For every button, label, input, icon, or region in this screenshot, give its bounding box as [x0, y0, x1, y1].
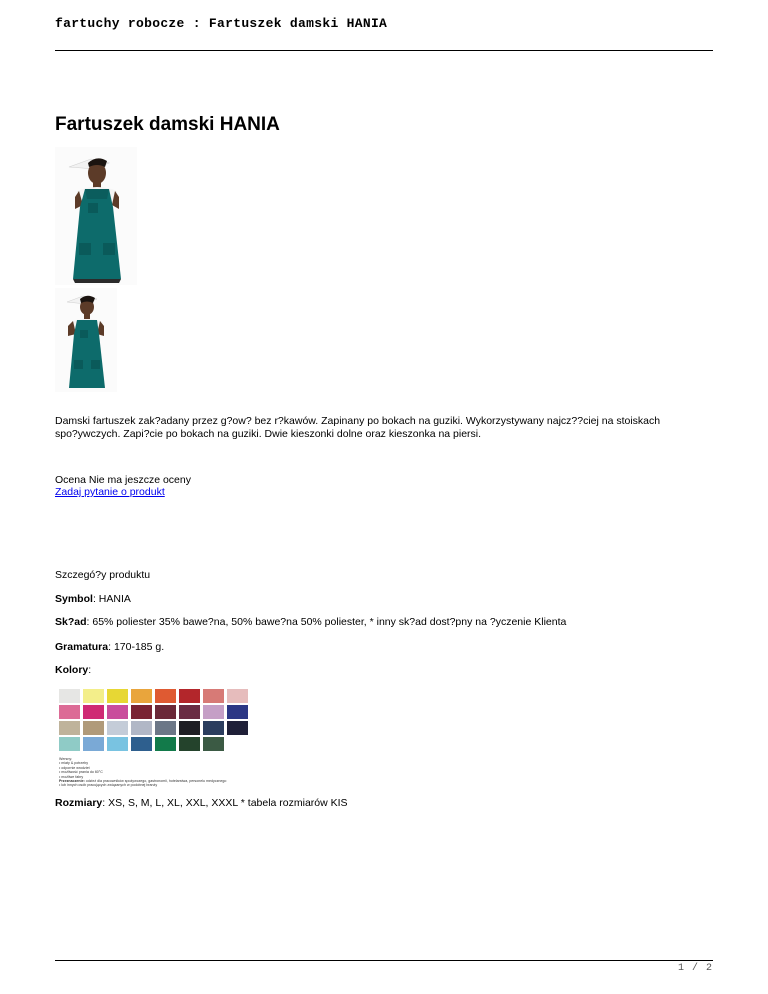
details-heading: Szczegó?y produktu: [55, 569, 151, 581]
color-swatch: [203, 705, 224, 719]
color-swatch: [155, 721, 176, 735]
color-swatch: [131, 705, 152, 719]
page-number: 1 / 2: [677, 963, 713, 974]
sizes-label: Rozmiary: [55, 797, 103, 809]
rating-label: Ocena: [55, 474, 86, 486]
weight-value: : 170-185 g.: [108, 641, 165, 653]
weight-label: Gramatura: [55, 641, 109, 653]
sizes-line: [55, 797, 348, 810]
rating-value: Nie ma jeszcze oceny: [88, 474, 191, 486]
color-swatch: [179, 737, 200, 751]
color-swatch: [107, 737, 128, 751]
color-swatch: [83, 689, 104, 703]
color-swatch: [179, 689, 200, 703]
color-swatch: [227, 721, 248, 735]
product-photo-secondary: [55, 288, 117, 392]
color-swatch: [179, 705, 200, 719]
color-swatch: [227, 689, 248, 703]
material-line: [55, 616, 566, 629]
symbol-value: : HANIA: [92, 593, 131, 605]
legend-line: • miaty & potrzeby: [59, 761, 89, 766]
product-photo-main: [55, 147, 137, 285]
legend-line: • możliwość prania do 60°C: [59, 770, 103, 775]
color-swatch: [203, 689, 224, 703]
color-swatch: [59, 689, 80, 703]
colors-colon: :: [88, 664, 92, 676]
color-swatch: [59, 737, 80, 751]
legend-line: • lub innych osób pracujących związanych w podobnej branży: [59, 783, 158, 788]
color-swatch: [107, 689, 128, 703]
symbol-label: Symbol: [55, 593, 93, 605]
color-swatch: [131, 737, 152, 751]
color-swatch: [155, 705, 176, 719]
product-description: Damski fartuszek zak?adany przez g?ow? bez r?kawów. Zapinany po bokach na guziki. Wykorzystywany najcz??ciej na stoiskach spo?ywczych. Zapi?cie po bokach na guziki. Dwie kieszonki dolne oraz kieszonka na piersi.: [55, 415, 661, 440]
color-swatch: [179, 721, 200, 735]
color-swatch: [83, 721, 104, 735]
color-swatch-grid: [59, 689, 248, 751]
symbol-line: [55, 593, 131, 606]
document-header: fartuchy robocze : Fartuszek damski HANIA: [55, 16, 388, 31]
color-swatch: [107, 721, 128, 735]
colors-line: [55, 664, 91, 677]
legend-line: Wersny:: [59, 757, 73, 761]
footer-divider: [55, 960, 713, 961]
weight-line: [55, 641, 164, 654]
color-swatch: [131, 721, 152, 735]
color-swatch: [203, 737, 224, 751]
product-title: Fartuszek damski HANIA: [55, 114, 280, 135]
colors-label: Kolory: [55, 664, 89, 676]
ask-question-link[interactable]: Zadaj pytanie o produkt: [55, 486, 165, 498]
legend-line: • możliwe fabry: [59, 774, 84, 779]
color-legend: [59, 757, 259, 788]
color-swatch: [155, 689, 176, 703]
sizes-value: : XS, S, M, L, XL, XXL, XXXL * tabela rozmiarów KIS: [102, 797, 348, 809]
color-swatch: [227, 705, 248, 719]
legend-label: Przeznaczenie:: [59, 779, 85, 784]
color-swatch: [83, 705, 104, 719]
color-swatch: [131, 689, 152, 703]
material-label: Sk?ad: [55, 616, 87, 628]
header-divider: [55, 50, 713, 51]
legend-text: odzież dla pracowników spożywczego, gastronomii, hotelarstwa, personelu medycznego: [85, 779, 227, 784]
color-swatch: [59, 721, 80, 735]
color-swatch: [83, 737, 104, 751]
legend-line: • odpornie wrodziet: [59, 765, 90, 770]
color-swatch: [203, 721, 224, 735]
color-swatch: [155, 737, 176, 751]
color-swatch: [59, 705, 80, 719]
color-swatch: [107, 705, 128, 719]
material-value: : 65% poliester 35% bawe?na, 50% bawe?na 50% poliester, * inny sk?ad dost?pny na ?yczenie Klienta: [86, 616, 567, 628]
